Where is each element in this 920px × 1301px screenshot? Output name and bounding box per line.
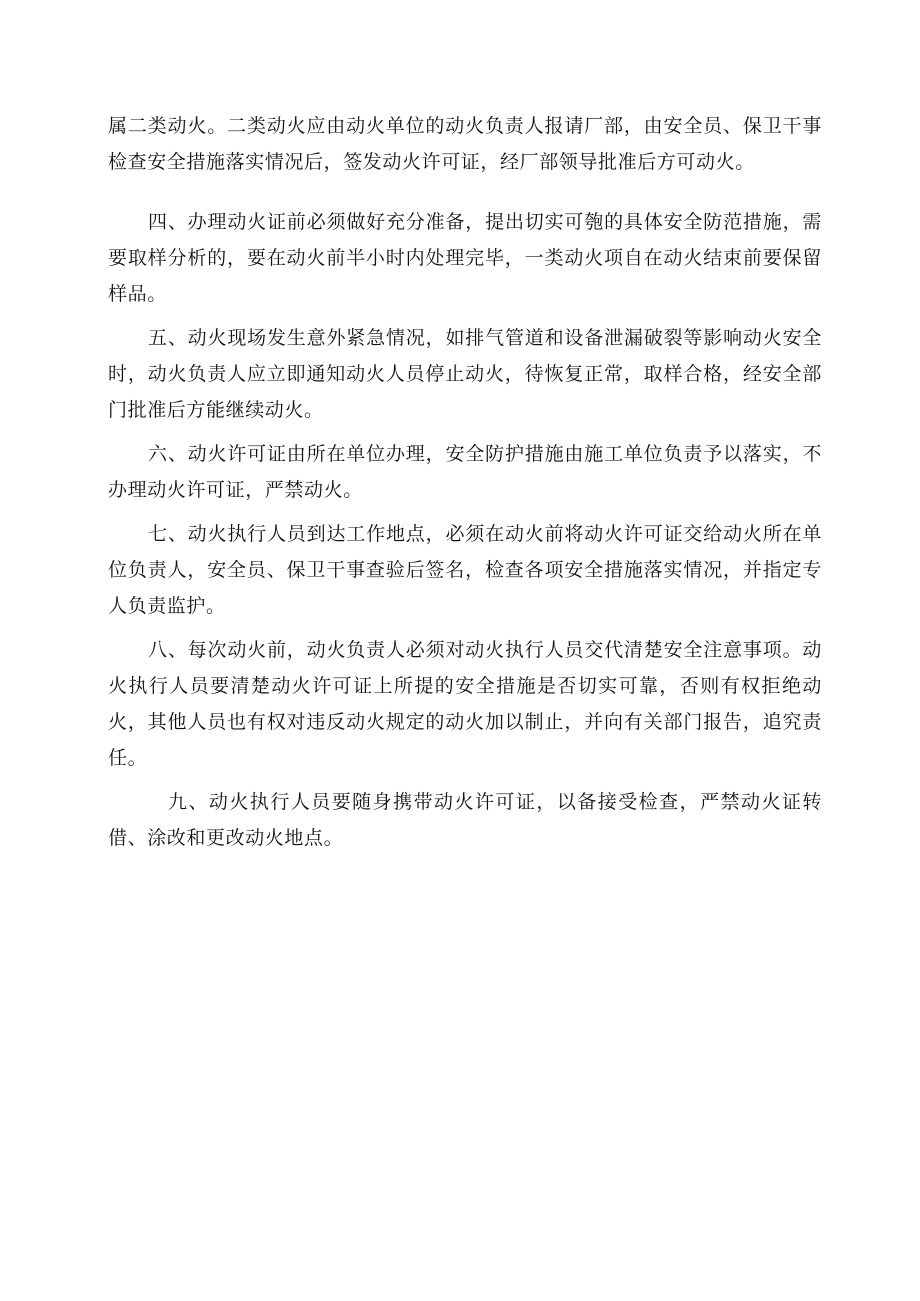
- paragraph-item-5: 五、动火现场发生意外紧急情况，如排气管道和设备泄漏破裂等影响动火安全时，动火负责人应立即通知动火人员停止动火，待恢复正常，取样合格，经安全部门批准后方能继续动火。: [108, 327, 822, 421]
- paragraph-item-7: 七、动火执行人员到达工作地点，必须在动火前将动火许可证交给动火所在单位负责人，安全员、保卫干事查验后签名，检查各项安全措施落实情况，并指定专人负责监护。: [108, 523, 822, 617]
- document-page: [108, 108, 822, 864]
- paragraph-item-8: 八、每次动火前，动火负责人必须对动火执行人员交代清楚安全注意事项。动火执行人员要清楚动火许可证上所提的安全措施是否切实可靠，否则有权拒绝动火，其他人员也有权对违反动火规定的动火加以制止，并向有关部门报告，追究责任。: [108, 639, 822, 769]
- paragraph-item-4: 四、办理动火证前必须做好充分准备，提出切实可匏的具体安全防范措施，需要取样分析的，要在动火前半小时内处理完毕，一类动火项自在动火结束前要保留样品。: [108, 211, 822, 305]
- paragraph-continuation: 属二类动火。二类动火应由动火单位的动火负责人报请厂部，由安全员、保卫干事检查安全措施落实情况后，签发动火许可证，经厂部领导批准后方可动火。: [108, 115, 822, 173]
- paragraph-item-6: 六、动火许可证由所在单位办理，安全防护措施由施工单位负责予以落实，不办理动火许可证，严禁动火。: [108, 443, 822, 501]
- paragraph-item-9: 九、动火执行人员要随身携带动火许可证，以备接受检查，严禁动火证转借、涂改和更改动火地点。: [108, 791, 822, 849]
